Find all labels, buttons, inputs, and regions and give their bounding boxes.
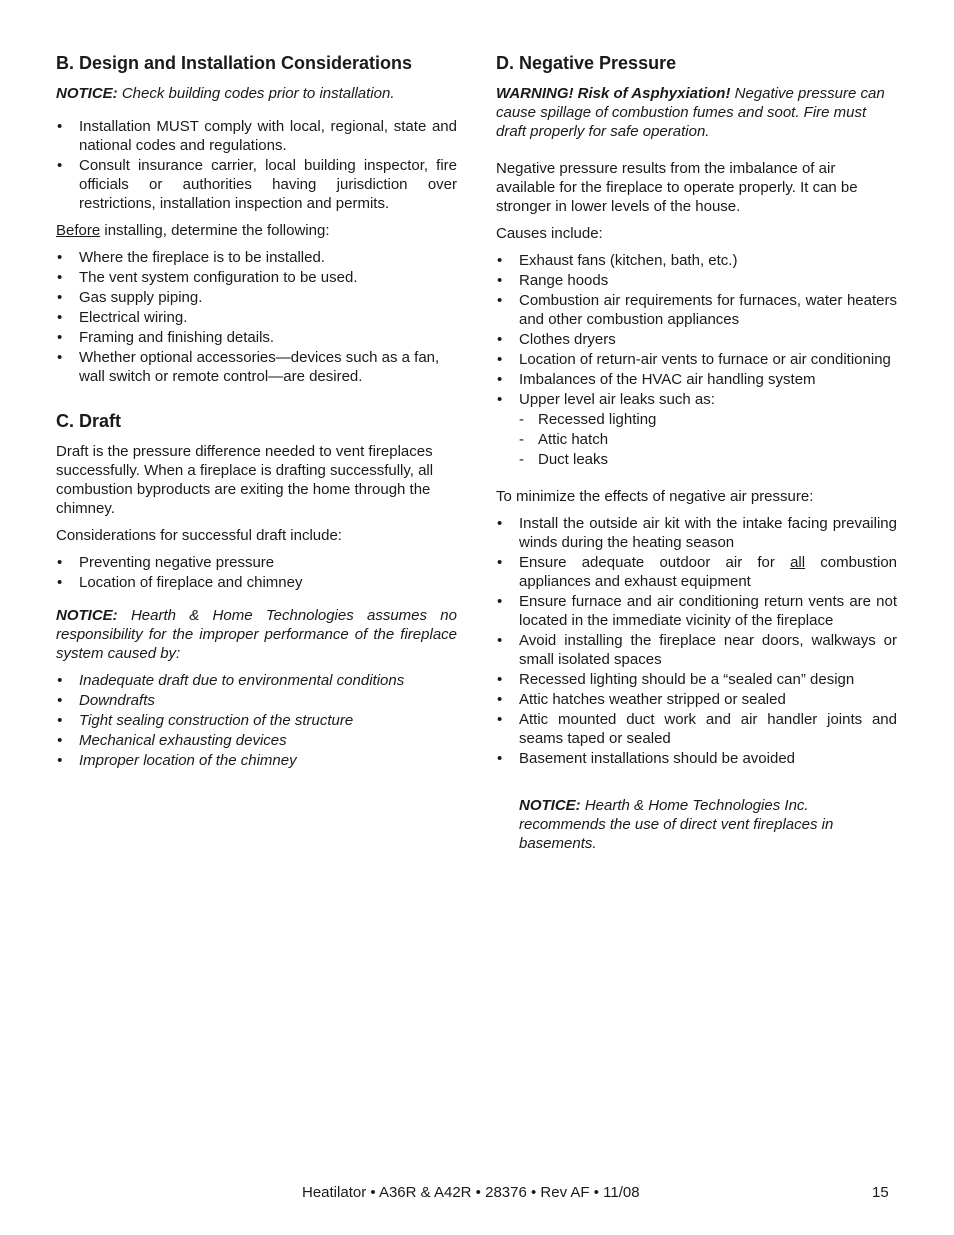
list-item: • Range hoods [496, 271, 897, 290]
notice-label: NOTICE: [56, 85, 118, 102]
code-compliance-list [56, 117, 457, 213]
list-item: • Avoid installing the fireplace near doors, walkways or small isolated spaces [496, 631, 897, 669]
before-rest: installing, determine the following: [100, 222, 330, 239]
right-column [496, 52, 897, 861]
list-item: • Preventing negative pressure [56, 553, 457, 572]
list-item: • Ensure furnace and air conditioning return vents are not located in the immediate vicinity of the fireplace [496, 592, 897, 630]
list-item: • Basement installations should be avoided [496, 749, 897, 768]
section-d-notice [496, 796, 897, 853]
draft-considerations-intro: Considerations for successful draft include: [56, 527, 342, 544]
list-item: • Combustion air requirements for furnaces, water heaters and other combustion appliances [496, 291, 897, 329]
draft-definition: Draft is the pressure difference needed to vent fireplaces successfully. When a fireplace is drafting successfully, all combustion byproducts are exiting the home through the chimney. [56, 443, 434, 517]
list-item: • Recessed lighting should be a “sealed can” design [496, 670, 897, 689]
list-item: • Attic mounted duct work and air handler joints and seams taped or sealed [496, 710, 897, 748]
list-item: • Inadequate draft due to environmental conditions [56, 671, 457, 690]
asphyxiation-warning [496, 84, 897, 141]
section-b-notice [56, 84, 457, 103]
list-item [496, 390, 897, 469]
determine-list [56, 248, 457, 386]
before-installing-line [56, 221, 457, 240]
list-item: • Imbalances of the HVAC air handling system [496, 370, 897, 389]
section-c-heading: C. Draft [56, 411, 122, 431]
warning-label: WARNING! Risk of Asphyxiation! [496, 85, 731, 102]
minimize-list [496, 514, 897, 768]
list-item: • Downdrafts [56, 691, 457, 710]
notice-label: NOTICE: [56, 607, 118, 624]
warning-text: Negative pressure can cause spillage of combustion fumes and soot. Fire must draft properly for safe operation. [496, 85, 885, 140]
causes-intro: Causes include: [496, 225, 603, 242]
list-item: • Consult insurance carrier, local building inspector, fire officials or authorities having jurisdiction over restrictions, installation inspection and permits. [56, 156, 457, 213]
list-item: • Exhaust fans (kitchen, bath, etc.) [496, 251, 897, 270]
before-word: Before [56, 222, 101, 239]
list-item: • The vent system configuration to be used. [56, 268, 457, 287]
list-item: • Location of fireplace and chimney [56, 573, 457, 592]
list-item: • Tight sealing construction of the structure [56, 711, 457, 730]
list-item: • Whether optional accessories—devices such as a fan, wall switch or remote control—are desired. [56, 348, 457, 386]
list-item: • Location of return-air vents to furnace or air conditioning [496, 350, 897, 369]
list-item: • Attic hatches weather stripped or sealed [496, 690, 897, 709]
list-item-text: combustion appliances and exhaust equipment [519, 554, 898, 590]
list-item-text: Ensure adequate outdoor air for [519, 554, 791, 571]
minimize-intro: To minimize the effects of negative air pressure: [496, 488, 814, 505]
underlined-all: all [790, 554, 806, 571]
section-c-notice [56, 606, 457, 663]
left-column [56, 52, 457, 778]
list-item: • Clothes dryers [496, 330, 897, 349]
list-item: • Improper location of the chimney [56, 751, 457, 770]
draft-considerations-list [56, 553, 457, 592]
page-number: 15 [872, 1184, 889, 1201]
list-item: • Installation MUST comply with local, regional, state and national codes and regulations. [56, 117, 457, 155]
causes-list [496, 251, 897, 469]
section-d-heading: D. Negative Pressure [496, 53, 677, 73]
list-item: • Gas supply piping. [56, 288, 457, 307]
list-item-text: Upper level air leaks such as: [519, 391, 715, 408]
list-item: - Recessed lighting [519, 410, 897, 429]
notice-text: Hearth & Home Technologies assumes no responsibility for the improper performance of the fireplace system caused by: [56, 607, 457, 662]
notice-label: NOTICE: [519, 797, 581, 814]
footer-document-info: Heatilator • A36R & A42R • 28376 • Rev AF • 11/08 [302, 1184, 640, 1201]
list-item [496, 553, 897, 591]
notice-text: Check building codes prior to installation. [117, 85, 395, 102]
list-item: • Where the fireplace is to be installed. [56, 248, 457, 267]
air-leaks-list [519, 410, 897, 469]
section-b-heading: B. Design and Installation Considerations [56, 53, 413, 73]
list-item: - Duct leaks [519, 450, 897, 469]
list-item: • Mechanical exhausting devices [56, 731, 457, 750]
list-item: • Framing and finishing details. [56, 328, 457, 347]
list-item: - Attic hatch [519, 430, 897, 449]
notice-text: Hearth & Home Technologies Inc. recommends the use of direct vent fireplaces in basements. [519, 797, 834, 852]
negative-pressure-definition: Negative pressure results from the imbalance of air available for the fireplace to operate properly. It can be stronger in lower levels of the house. [496, 160, 858, 215]
list-item: • Electrical wiring. [56, 308, 457, 327]
notice-causes-list [56, 671, 457, 770]
list-item: • Install the outside air kit with the intake facing prevailing winds during the heating season [496, 514, 897, 552]
